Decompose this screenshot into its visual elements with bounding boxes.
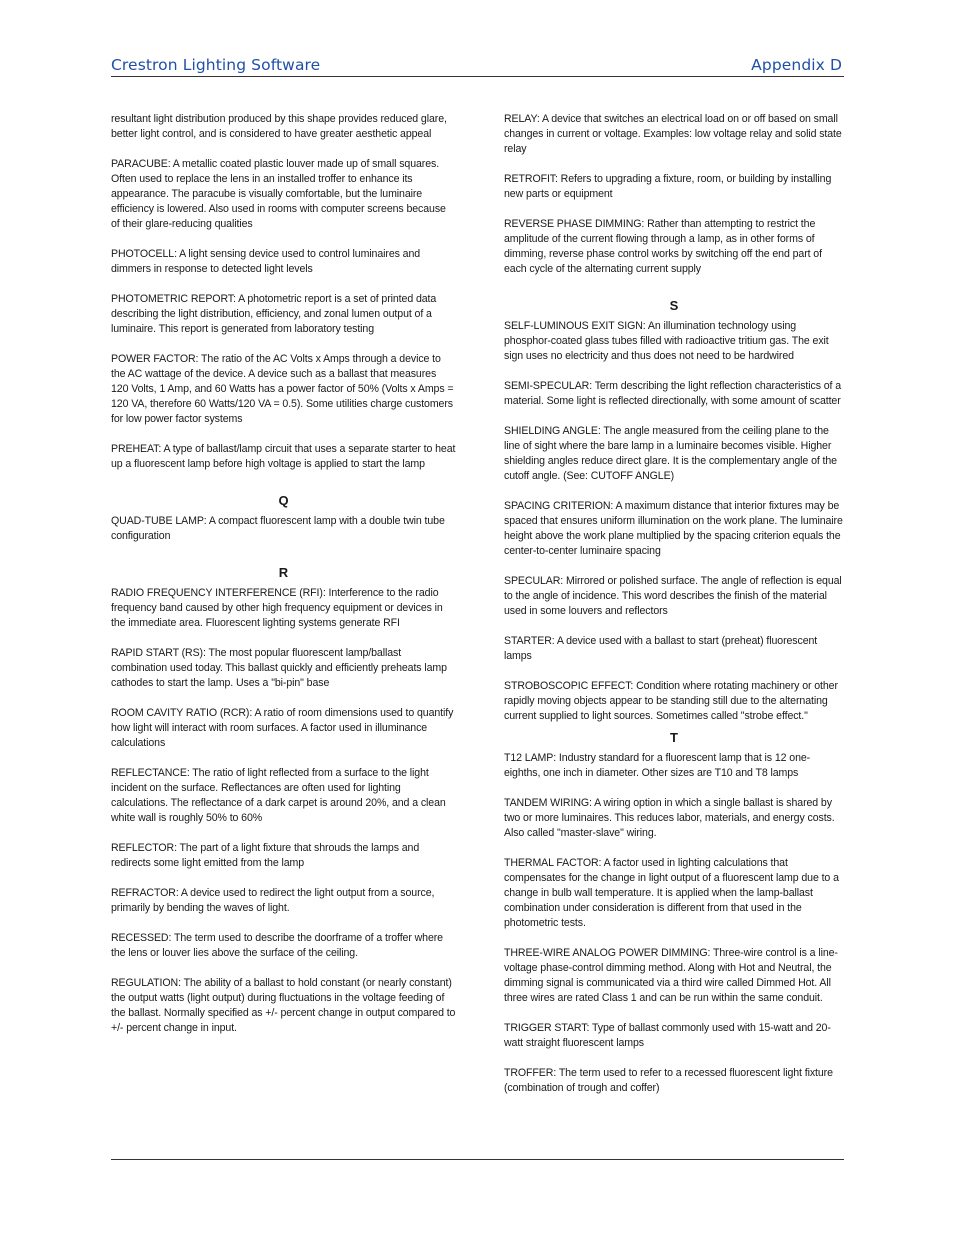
glossary-entry: REGULATION: The ability of a ballast to hold constant (or nearly constant) the output watts (light output) during fluctuations in the voltage feeding of the ballast. Normally specified as +/- percent change in output compared to +/- percent change in input. [111, 977, 456, 1034]
left-column [111, 112, 456, 1051]
glossary-entry: QUAD-TUBE LAMP: A compact fluorescent lamp with a double twin tube configuration [111, 515, 445, 542]
glossary-entry: SEMI-SPECULAR: Term describing the light reflection characteristics of a material. Some light is reflected directionally, with some amount of scatter [504, 380, 842, 407]
glossary-entry: RAPID START (RS): The most popular fluorescent lamp/ballast combination used today. This ballast quickly and efficiently preheats lamp cathodes to start the lamp. Uses a "bi-pin" base [111, 647, 447, 689]
glossary-entry: ROOM CAVITY RATIO (RCR): A ratio of room dimensions used to quantify how light will interact with room surfaces. A factor used in illuminance calculations [111, 707, 454, 749]
glossary-entry: RECESSED: The term used to describe the doorframe of a troffer where the lens or louver lies above the surface of the ceiling. [111, 932, 443, 959]
header-title: Crestron Lighting Software [111, 56, 321, 74]
glossary-entry: T12 LAMP: Industry standard for a fluorescent lamp that is 12 one-eighths, one inch in diameter. Other sizes are T10 and T8 lamps [504, 752, 811, 779]
glossary-entry: SPACING CRITERION: A maximum distance that interior fixtures may be spaced that ensures uniform illumination on the work plane. The luminaire height above the work plane multiplied by the spacing criterion equals the center-to-center luminaire spacing [504, 500, 843, 557]
glossary-entry: PREHEAT: A type of ballast/lamp circuit that uses a separate starter to heat up a fluorescent lamp before high voltage is applied to start the lamp [111, 443, 456, 470]
section-letter-t: T [670, 730, 678, 745]
glossary-entry: TRIGGER START: Type of ballast commonly used with 15-watt and 20-watt straight fluorescent lamps [504, 1022, 831, 1049]
glossary-entry: resultant light distribution produced by this shape provides reduced glare, better light control, and is considered to have greater aesthetic appeal [111, 113, 447, 140]
glossary-entry: PHOTOMETRIC REPORT: A photometric report is a set of printed data describing the light distribution, efficiency, and zonal lumen output of a luminaire. This report is generated from laboratory testing [111, 293, 437, 335]
glossary-entry: PHOTOCELL: A light sensing device used to control luminaires and dimmers in response to detected light levels [111, 248, 421, 275]
header-section: Appendix D [751, 56, 842, 74]
glossary-entry: REFLECTOR: The part of a light fixture that shrouds the lamps and redirects some light emitted from the lamp [111, 842, 420, 869]
glossary-entry: POWER FACTOR: The ratio of the AC Volts x Amps through a device to the AC wattage of the device. A device such as a ballast that measures 120 Volts, 1 Amp, and 60 Watts has a power factor of 50% (Volts x Amps = 120 VA, therefore 60 Watts/120 VA = 0.5). Some utilities charge customers for low power factor systems [111, 353, 454, 425]
glossary-entry: THREE-WIRE ANALOG POWER DIMMING: Three-wire control is a line-voltage phase-control dimming method. Along with Hot and Neutral, the dimming signal is communicated via a third wire called Dimmed Hot. All three wires are rated Class 1 and can be run within the same conduit. [504, 947, 838, 1004]
glossary-entry: RELAY: A device that switches an electrical load on or off based on small changes in current or voltage. Examples: low voltage relay and solid state relay [504, 113, 842, 155]
glossary-entry: SELF-LUMINOUS EXIT SIGN: An illumination technology using phosphor-coated glass tubes filled with radioactive tritium gas. The exit sign uses no electricity and thus does not need to be hardwired [504, 320, 829, 362]
right-column [504, 112, 844, 1111]
glossary-entry: REFRACTOR: A device used to redirect the light output from a source, primarily by bending the waves of light. [111, 887, 435, 914]
section-letter-q: Q [278, 493, 289, 508]
section-letter-s: S [669, 298, 679, 313]
glossary-entry: REFLECTANCE: The ratio of light reflected from a surface to the light incident on the surface. Reflectances are often used for lighting calculations. The reflectance of a dark carpet is around 20%, and a clean white wall is roughly 50% to 60% [111, 767, 446, 824]
section-letter-r: R [278, 565, 289, 580]
glossary-entry: TROFFER: The term used to refer to a recessed fluorescent light fixture (combination of trough and coffer) [504, 1067, 833, 1094]
glossary-entry: REVERSE PHASE DIMMING: Rather than attempting to restrict the amplitude of the current flowing through a lamp, as in other forms of dimming, reverse phase control works by switching off the end part of each cycle of the alternating current supply [504, 218, 822, 275]
glossary-entry: STROBOSCOPIC EFFECT: Condition where rotating machinery or other rapidly moving objects appear to be standing still due to the alternating current supplied to light sources. Sometimes called "strobe effect." [504, 680, 838, 722]
glossary-entry: SHIELDING ANGLE: The angle measured from the ceiling plane to the line of sight where the bare lamp in a luminaire becomes visible. Higher shielding angles reduce direct glare. It is the complementary angle of the cutoff angle. (See: CUTOFF ANGLE) [504, 425, 837, 482]
page-header [111, 56, 844, 77]
glossary-entry: RADIO FREQUENCY INTERFERENCE (RFI): Interference to the radio frequency band caused by other high frequency equipment or devices in the immediate area. Fluorescent lighting systems generate RFI [111, 587, 443, 629]
glossary-entry: TANDEM WIRING: A wiring option in which a single ballast is shared by two or more luminaires. This reduces labor, materials, and energy costs. Also called "master-slave" wiring. [504, 797, 835, 839]
glossary-entry: SPECULAR: Mirrored or polished surface. The angle of reflection is equal to the angle of incidence. This word describes the finish of the material used in some louvers and reflectors [504, 575, 842, 617]
glossary-entry: PARACUBE: A metallic coated plastic louver made up of small squares. Often used to replace the lens in an installed troffer to enhance its appearance. The paracube is visually comfortable, but the luminaire efficiency is lowered. Also used in rooms with computer screens because of their glare-reducing qualities [111, 158, 446, 230]
glossary-entry: THERMAL FACTOR: A factor used in lighting calculations that compensates for the change in light output of a fluorescent lamp due to a change in bulb wall temperature. It is applied when the lamp-ballast combination under consideration is different from that used in the photometric tests. [504, 857, 839, 929]
glossary-entry: RETROFIT: Refers to upgrading a fixture, room, or building by installing new parts or equipment [504, 173, 832, 200]
footer-divider [111, 1159, 844, 1160]
glossary-entry: STARTER: A device used with a ballast to start (preheat) fluorescent lamps [504, 635, 818, 662]
